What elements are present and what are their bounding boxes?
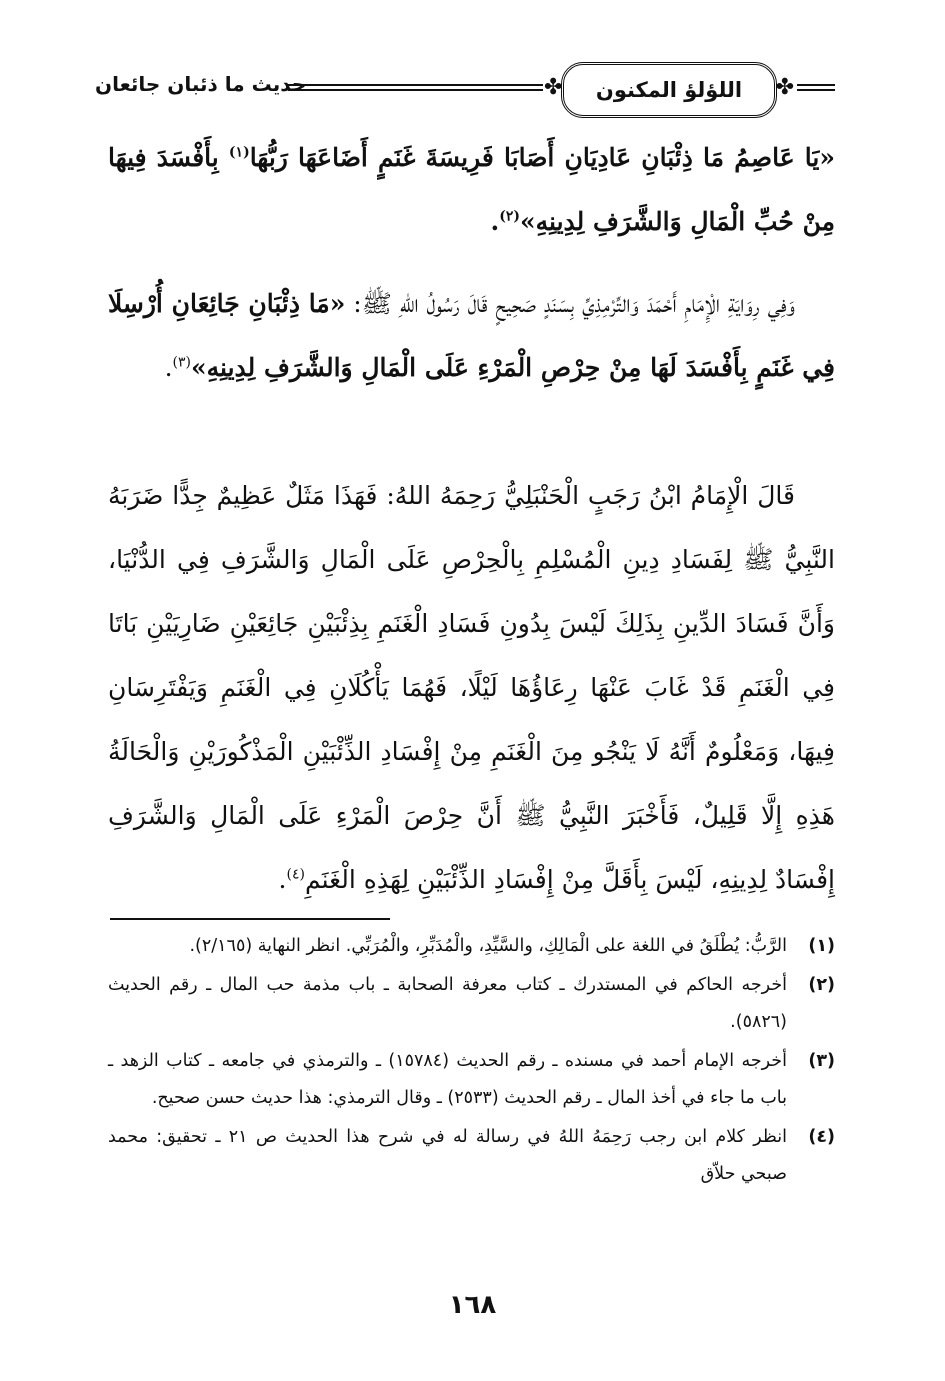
footnote-number: (٤) <box>808 1127 835 1147</box>
footnote-ref-4[interactable]: (٤) <box>286 866 305 883</box>
footnote-item <box>108 967 835 1041</box>
header-rule-middle <box>288 84 543 91</box>
footnote-text: انظر كلام ابن رجب رَحِمَهُ اللهُ في رسالة له في شرح هذا الحديث ص ٢١ ـ تحقيق: محمد صبحي حلاّق <box>108 1127 787 1184</box>
hadith-paragraph <box>108 126 835 254</box>
footnote-item <box>108 928 835 965</box>
narration-intro: وَفِي رِوَايَةِ الْإِمَامِ أَحْمَدَ وَالتِّرْمِذِيِّ بِسَنَدٍ صَحِيحٍ قَالَ رَسُولُ اللهِ ﷺ: <box>345 289 795 318</box>
commentary-text: قَالَ الْإِمَامُ ابْنُ رَجَبٍ الْحَنْبَلِيُّ رَحِمَهُ اللهُ: فَهَذَا مَثَلٌ عَظِيمٌ جِدًّا ضَرَبَهُ النَّبِيُّ ﷺ لِفَسَادِ دِينِ الْمُسْلِمِ بِالْحِرْصِ عَلَى الْمَالِ وَالشَّرَفِ فِي الدُّنْيَا، وَأَنَّ فَسَادَ الدِّينِ بِذَلِكَ لَيْسَ بِدُونِ فَسَادِ الْغَنَمِ بِذِئْبَيْنِ جَائِعَيْنِ ضَارِيَيْنِ بَاتَا فِي الْغَنَمِ قَدْ غَابَ عَنْهَا رِعَاؤُهَا لَيْلًا، فَهُمَا يَأْكُلَانِ فِي الْغَنَمِ وَيَفْتَرِسَانِ فِيهَا، وَمَعْلُومٌ أَنَّهُ لَا يَنْجُو مِنَ الْغَنَمِ مِنْ إِفْسَادِ الذِّئْبَيْنِ الْمَذْكُورَيْنِ وَالْحَالَةُ هَذِهِ إِلَّا قَلِيلٌ، فَأَخْبَرَ النَّبِيُّ ﷺ أَنَّ حِرْصَ الْمَرْءِ عَلَى الْمَالِ وَالشَّرَفِ إِفْسَادٌ لِدِينِهِ، لَيْسَ بِأَقَلَّ مِنْ إِفْسَادِ الذِّئْبَيْنِ لِهَذِهِ الْغَنَمِ <box>108 481 836 894</box>
running-header <box>95 60 835 120</box>
footnote-ref-1[interactable]: (١) <box>228 144 250 161</box>
footnote-text: أخرجه الإمام أحمد في مسنده ـ رقم الحديث (١٥٧٨٤) ـ والترمذي في جامعه ـ كتاب الزهد ـ باب ما جاء في أخذ المال ـ رقم الحديث (٢٥٣٣) ـ وقال الترمذي: هذا حديث حسن صحيح. <box>108 1051 787 1108</box>
footnote-text: أخرجه الحاكم في المستدرك ـ كتاب معرفة الصحابة ـ باب مذمة حب المال ـ رقم الحديث (٥٨٢٦). <box>108 975 787 1032</box>
footnote-ref-2[interactable]: (٢) <box>499 208 521 225</box>
sentence-end: . <box>278 865 287 894</box>
footnote-text: الرَّبُّ: يُطْلَقُ في اللغة على الْمَالِكِ، والسَّيِّدِ، والْمُدَبِّرِ، والْمُرَبِّي. انظر النهاية (٢/١٦٥). <box>189 936 787 956</box>
hadith-text: «يَا عَاصِمُ مَا ذِئْبَانِ عَادِيَانِ أَصَابَا فَرِيسَةَ غَنَمٍ أَضَاعَهَا رَبُّهَا <box>249 143 835 172</box>
chapter-title: حديث ما ذئبان جائعان <box>95 72 307 96</box>
footnote-separator <box>110 918 390 920</box>
narration-quote: «مَا ذِئْبَانِ جَائِعَانِ أُرْسِلَا فِي غَنَمٍ بِأَفْسَدَ لَهَا مِنْ حِرْصِ الْمَرْءِ عَلَى الْمَالِ وَالشَّرَفِ لِدِينِهِ» <box>108 289 835 382</box>
book-title-cartouche <box>561 62 777 118</box>
footnote-item <box>108 1043 835 1117</box>
footnote-ref-3[interactable]: (٣) <box>172 354 191 371</box>
footnote-item <box>108 1119 835 1193</box>
narration-paragraph <box>108 272 835 400</box>
book-title: ✤ اللؤلؤ المكنون <box>595 78 743 102</box>
footnote-number: (٣) <box>808 1051 835 1071</box>
commentary-paragraph <box>108 464 835 912</box>
footnotes-section <box>108 928 835 1195</box>
sentence-end: . <box>164 353 173 382</box>
hadith-text-continued: بِأَفْسَدَ فِيهَا مِنْ حُبِّ الْمَالِ وَالشَّرَفِ لِدِينِهِ» <box>108 143 835 236</box>
page-number: ١٦٨ <box>448 1290 497 1320</box>
footnote-number: (٢) <box>808 975 835 995</box>
sentence-end: . <box>490 207 500 236</box>
footnote-number: (١) <box>808 936 835 956</box>
header-rule-right <box>797 84 835 91</box>
